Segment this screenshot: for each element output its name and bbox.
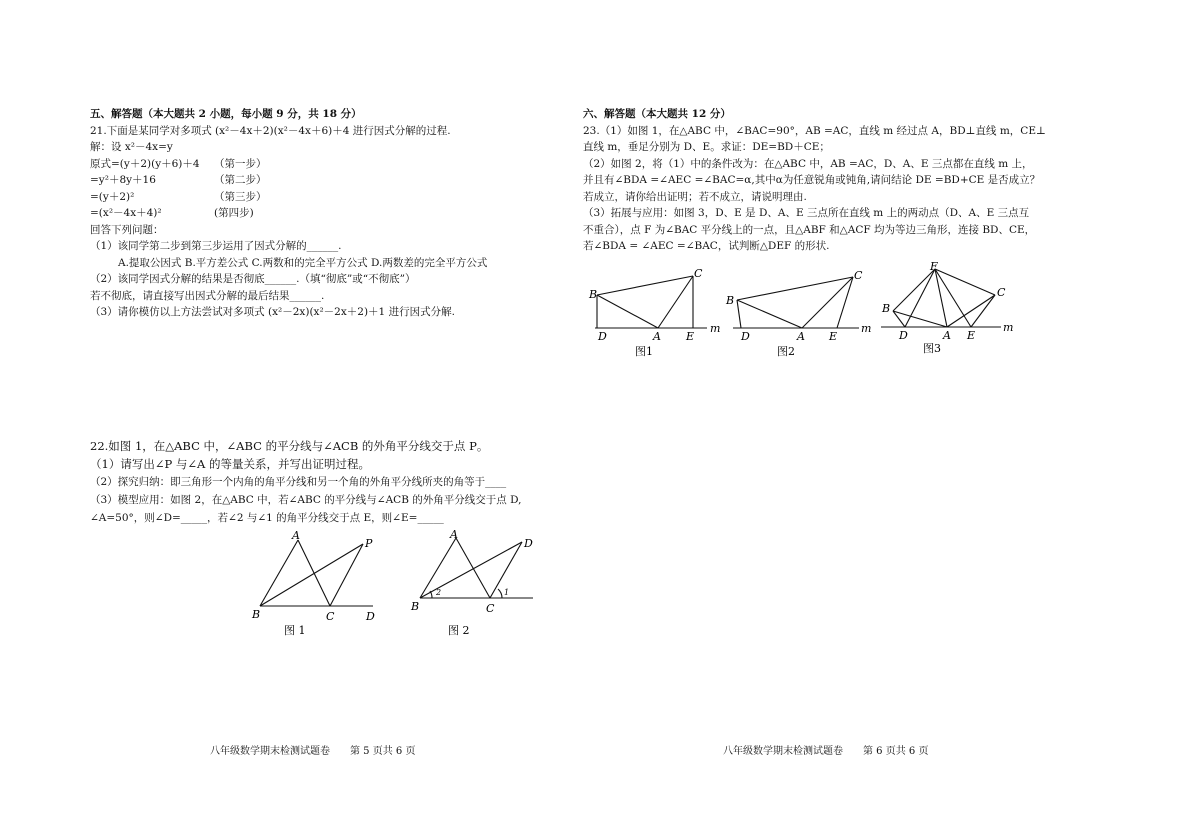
label-C: C	[997, 286, 1006, 299]
step-note: (第四步)	[214, 207, 254, 219]
step-expr: =y²＋8y＋16	[90, 174, 156, 186]
q23-line-2: 直线 m，垂足分别为 D、E。求证：DE=BD＋CE；	[583, 141, 830, 153]
q23-line-8: 若∠BDA = ∠AEC =∠BAC，试判断△DEF 的形状.	[583, 240, 830, 252]
label-E: E	[829, 330, 838, 343]
q21-step-4	[90, 205, 487, 222]
q23-line-7: 不重合），点 F 为∠BAC 平分线上的一点，且△ABF 和△ACF 均为等边三角形，连接 BD、CE，	[583, 223, 1036, 236]
fig2-caption: 图 2	[448, 624, 470, 637]
step-note: （第二步）	[214, 174, 267, 186]
label-m: m	[1003, 321, 1014, 334]
q21-sub2b: 若不彻底，请直接写出因式分解的最后结果______.	[90, 289, 325, 302]
q23-figure-3	[873, 259, 1023, 359]
q22-figure-2	[408, 528, 538, 640]
label-m: m	[710, 322, 721, 335]
q23-figure-1	[585, 262, 725, 360]
step-expr: =(y＋2)²	[90, 190, 135, 203]
section5-title: 五、解答题（本大题共 2 小题，每小题 9 分，共 18 分）	[90, 108, 362, 120]
q22-sub3: （3）模型应用：如图 2，在△ABC 中，若∠ABC 的平分线与∠ACB 的外角平分线交于点 D,	[90, 494, 522, 506]
step-expr: 原式=(y＋2)(y＋6)＋4	[90, 157, 200, 170]
q21-intro: 21.下面是某同学对多项式 (x²－4x＋2)(x²－4x＋6)＋4 进行因式分解的过程.	[90, 124, 451, 137]
q21-step-3	[90, 189, 487, 206]
q22-intro: 22.如图 1，在△ABC 中，∠ABC 的平分线与∠ACB 的外角平分线交于点 P。	[90, 439, 489, 453]
q22-sub3b: ∠A=50°，则∠D=_____，若∠2 与∠1 的角平分线交于点 E，则∠E=_____	[90, 512, 444, 524]
right-page-footer: 八年级数学期末检测试题卷 第 6 页共 6 页	[723, 746, 929, 757]
fig-caption: 图3	[923, 342, 941, 355]
q22-sub2: （2）探究归纳：即三角形一个内角的角平分线和另一个角的外角平分线所夹的角等于____	[90, 476, 507, 488]
q21-sub2: （2）该同学因式分解的结果是否彻底______.（填“彻底”或“不彻底”）	[90, 273, 416, 285]
left-page-footer: 八年级数学期末检测试题卷 第 5 页共 6 页	[210, 746, 416, 757]
q21-sub3: （3）请你模仿以上方法尝试对多项式 (x²－2x)(x²－2x＋2)＋1 进行因式分解.	[90, 306, 455, 318]
label-B: B	[252, 608, 261, 621]
q22-figure-1	[248, 528, 388, 640]
fig-caption: 图1	[635, 345, 653, 358]
q21-options: A.提取公因式 B.平方差公式 C.两数和的完全平方公式 D.两数差的完全平方公式	[118, 256, 488, 269]
q23-line-6: （3）拓展与应用：如图 3，D、E 是 D、A、E 三点所在直线 m 上的两动点（D、A、E 三点互	[583, 207, 1030, 219]
q23-line-5: 若成立，请你给出证明；若不成立，请说明理由.	[583, 190, 807, 203]
label-C: C	[326, 610, 335, 623]
label-A: A	[450, 528, 458, 541]
section6-title: 六、解答题（本大题共 12 分）	[583, 108, 731, 120]
label-D: D	[899, 329, 908, 342]
label-D: D	[598, 330, 607, 343]
fig-caption: 图2	[777, 345, 795, 358]
q23-line-3: （2）如图 2，将（1）中的条件改为：在△ABC 中，AB =AC，D、A、E 三点都在直线 m 上，	[583, 157, 1033, 170]
label-B: B	[589, 288, 598, 301]
label-D: D	[524, 537, 533, 550]
label-m: m	[861, 322, 872, 335]
label-C: C	[694, 267, 703, 280]
q23-line-1: 23.（1）如图 1，在△ABC 中，∠BAC=90°，AB =AC，直线 m 经过点 A，BD⊥直线 m，CE⊥	[583, 124, 1046, 137]
label-A: A	[943, 329, 951, 342]
label-D: D	[366, 610, 375, 623]
label-B: B	[411, 600, 420, 613]
q21-step-2	[90, 172, 487, 189]
q21-prompt: 回答下列问题：	[90, 223, 164, 236]
label-P: P	[365, 537, 373, 550]
label-A: A	[292, 529, 300, 542]
label-C: C	[854, 269, 863, 282]
label-C: C	[486, 602, 495, 615]
label-D: D	[741, 330, 750, 343]
step-note: （第三步）	[214, 190, 267, 203]
q22-sub1: （1）请写出∠P 与∠A 的等量关系，并写出证明过程。	[90, 457, 370, 471]
label-F: F	[930, 260, 938, 273]
label-angle-1: 1	[504, 588, 510, 597]
q23-figure-2	[723, 262, 873, 360]
q21-solution-label: 解：设 x²－4x=y	[90, 141, 173, 153]
label-angle-2: 2	[436, 588, 442, 597]
q22-block	[90, 437, 522, 527]
label-B: B	[882, 302, 891, 315]
step-note: （第一步）	[214, 157, 267, 170]
q21-step-1	[90, 156, 487, 173]
q23-block	[583, 106, 1046, 255]
q23-line-4: 并且有∠BDA =∠AEC =∠BAC=α,其中α为任意锐角或钝角,请问结论 DE =BD+CE 是否成立？	[583, 174, 1041, 186]
label-E: E	[967, 329, 976, 342]
q21-block	[90, 106, 487, 321]
label-A: A	[653, 330, 661, 343]
q21-sub1: （1）该同学第二步到第三步运用了因式分解的______.	[90, 240, 342, 252]
label-A: A	[797, 330, 805, 343]
label-E: E	[686, 330, 695, 343]
label-B: B	[726, 294, 735, 307]
step-expr: =(x²－4x＋4)²	[90, 207, 162, 219]
fig1-caption: 图 1	[284, 624, 306, 637]
